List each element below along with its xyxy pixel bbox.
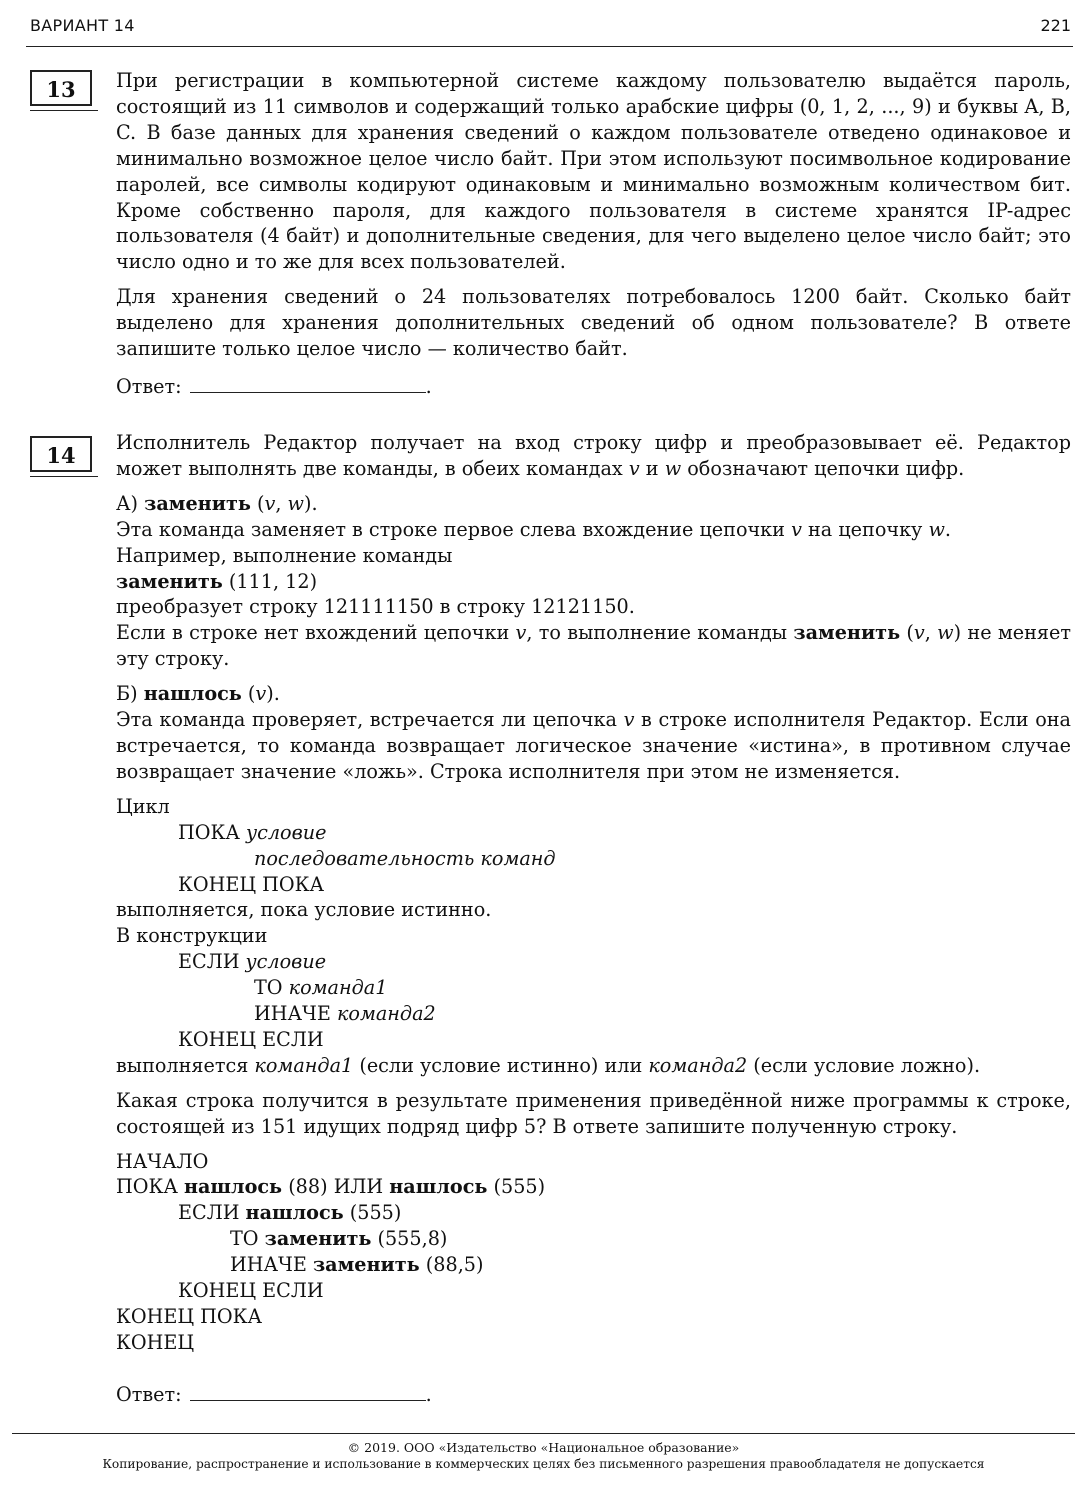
question-14 [116,430,1071,1408]
q13-answer-field[interactable] [190,374,426,393]
q14-branch-construct: В конструкции ЕСЛИ условие ТО команда1 ИНАЧЕ команда2 КОНЕЦ ЕСЛИ выполняется команда1 (если условие истинно) или команда2 (если условие ложно). [116,924,981,1077]
q14-loop-construct: Цикл ПОКА условие последовательность команд КОНЕЦ ПОКА выполняется, пока условие истинно. [116,794,556,922]
footer-copyright: © 2019. ООО «Издательство «Национальное образование» [347,1440,740,1455]
q14-answer-end: . [425,1382,432,1406]
question-13-number: 13 [30,70,92,106]
page-number: 221 [1040,16,1071,35]
variant-label: ВАРИАНТ 14 [30,16,135,35]
q14-answer-row [116,1382,1071,1408]
question-13 [116,68,1071,400]
header-divider [26,46,1073,47]
question-14-number: 14 [30,436,92,472]
footer-divider [12,1433,1075,1434]
q14-intro: Исполнитель Редактор получает на вход строку цифр и преобразовывает её. Редактор может выполнять две команды, в обеих командах v и w обозначают цепочки цифр. [116,431,1071,480]
q13-answer-row [116,374,1071,400]
q14-answer-label: Ответ: [116,1382,182,1406]
q14-program: НАЧАЛО ПОКА нашлось (88) ИЛИ нашлось (555) ЕСЛИ нашлось (555) ТО заменить (555,8) ИНАЧЕ заменить (88,5) КОНЕЦ ЕСЛИ КОНЕЦ ПОКА КОНЕЦ [116,1149,546,1354]
q14-command-a: А) заменить (v, w). Эта команда заменяет в строке первое слева вхождение цепочки v на цепочку w. Например, выполнение команды заменить (111, 12) преобразует строку 121111150 в строку 12121150. Если в строке нет вхождений цепочки v, то выполнение команды заменить (v, w) не меняет эту строку. [116,491,1071,671]
q13-condition: При регистрации в компьютерной системе каждому пользователю выдаётся пароль, состоящий из 11 символов и содержащий только арабские цифры (0, 1, 2, ..., 9) и буквы A, B, C. В базе данных для хранения сведений о каждом пользователе отведено одинаковое и минимально возможное целое число байт. При этом используют посимвольное кодирование паролей, все символы кодируют одинаковым и минимально возможным количеством бит. Кроме собственно пароля, для каждого пользователя в системе хранятся IP-адрес пользователя (4 байт) и дополнительные сведения, для чего выделено целое число байт; это число одно и то же для всех пользователей. [116,69,1071,274]
footer-legal-note: Копирование, распространение и использование в коммерческих целях без письменного разрешения правообладателя не допускается [102,1457,985,1471]
q13-task: Для хранения сведений о 24 пользователях потребовалось 1200 байт. Сколько байт выделено для хранения дополнительных сведений об одном пользователе? В ответе запишите только целое число — количество байт. [116,285,1071,361]
q13-answer-end: . [425,374,432,398]
q14-question: Какая строка получится в результате применения приведённой ниже программы к строке, состоящей из 151 идущих подряд цифр 5? В ответе запишите полученную строку. [116,1088,1071,1138]
q14-answer-field[interactable] [190,1382,426,1401]
q13-answer-label: Ответ: [116,374,182,398]
q14-command-b: Б) нашлось (v). Эта команда проверяет, встречается ли цепочка v в строке исполнителя Редактор. Если она встречается, то команда возвращает логическое значение «истина», в противном случае возвращает значение «ложь». Строка исполнителя при этом не изменяется. [116,682,1071,783]
